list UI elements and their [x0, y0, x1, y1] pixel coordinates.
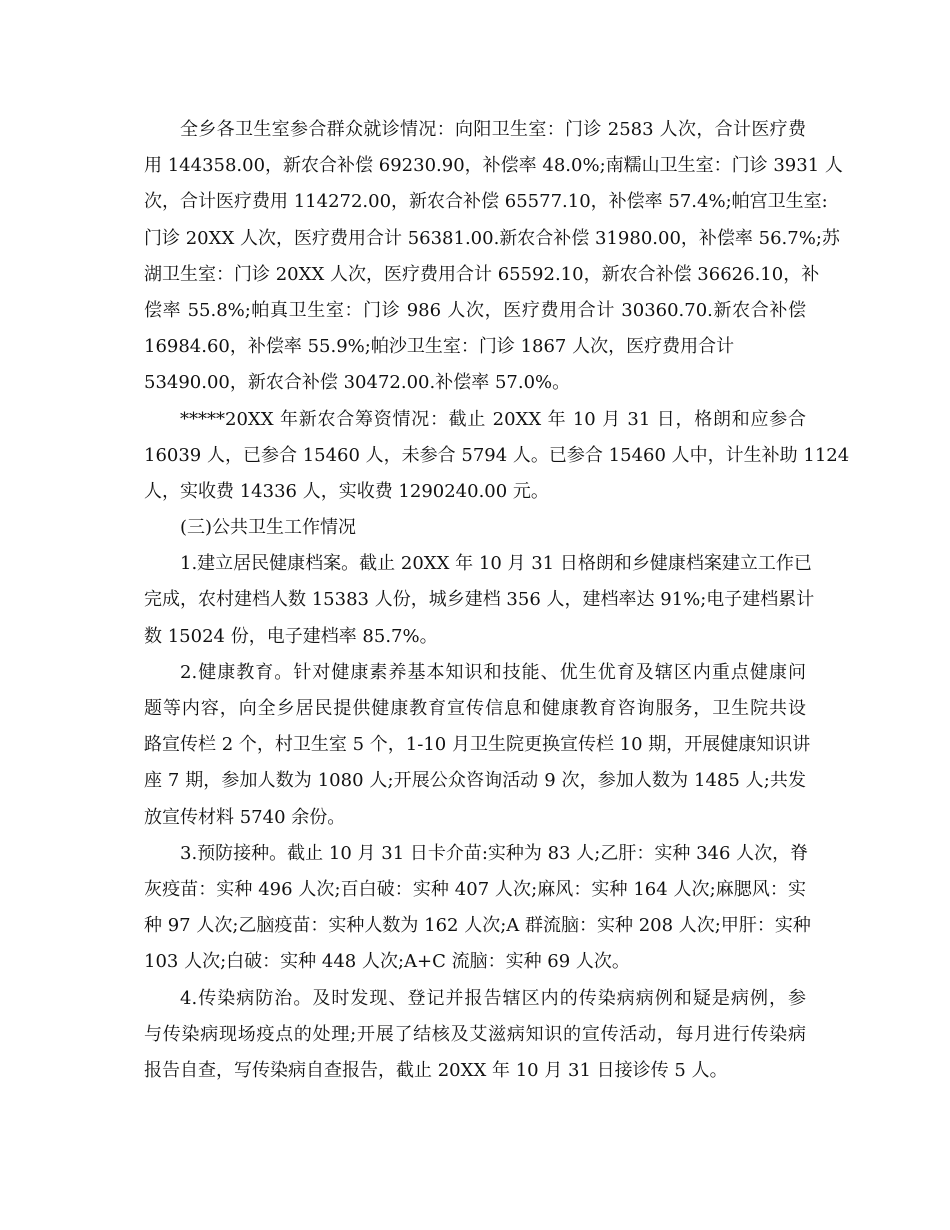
text-line: 全乡各卫生室参合群众就诊情况：向阳卫生室：门诊 2583 人次，合计医疗费 — [180, 119, 806, 140]
text-line: 座 7 期，参加人数为 1080 人;开展公众咨询活动 9 次，参加人数为 1485 人;共发 — [144, 770, 806, 792]
text-line: 用 144358.00，新农合补偿 69230.90，补偿率 48.0%;南糯山卫生室：门诊 3931 人 — [144, 155, 843, 177]
text-line: 完成，农村建档人数 15383 人份，城乡建档 356 人，建档率达 91%;电子建档累计 — [144, 589, 815, 611]
text-line: 2.健康教育。针对健康素养基本知识和技能、优生优育及辖区内重点健康问 — [180, 661, 806, 683]
text-line: 53490.00，新农合补偿 30472.00.补偿率 57.0%。 — [144, 372, 571, 394]
text-line: 4.传染病防治。及时发现、登记并报告辖区内的传染病病例和疑是病例，参 — [180, 987, 806, 1009]
text-line: 灰疫苗：实种 496 人次;百白破：实种 407 人次;麻风：实种 164 人次;麻腮风：实 — [144, 878, 806, 900]
text-line: 人，实收费 14336 人，实收费 1290240.00 元。 — [144, 480, 549, 502]
text-line: 次，合计医疗费用 114272.00，新农合补偿 65577.10，补偿率 57.4%;帕宫卫生室: — [144, 191, 828, 213]
text-line: 1.建立居民健康档案。截止 20XX 年 10 月 31 日格朗和乡健康档案建立工作已 — [180, 553, 812, 575]
text-line: *****20XX 年新农合筹资情况：截止 20XX 年 10 月 31 日，格朗和应参合 — [180, 408, 806, 430]
text-line: 数 15024 份，电子建档率 85.7%。 — [144, 625, 438, 647]
text-line: 湖卫生室：门诊 20XX 人次，医疗费用合计 65592.10，新农合补偿 36626.10，补 — [144, 263, 820, 285]
text-line: 路宣传栏 2 个，村卫生室 5 个，1-10 月卫生院更换宣传栏 10 期，开展健康知识讲 — [144, 734, 811, 756]
text-line: 与传染病现场疫点的处理;开展了结核及艾滋病知识的宣传活动，每月进行传染病 — [144, 1023, 806, 1045]
section-heading — [144, 510, 806, 546]
text-line: 偿率 55.8%;帕真卫生室：门诊 986 人次，医疗费用合计 30360.70.新农合补偿 — [144, 299, 806, 321]
text-line: 3.预防接种。截止 10 月 31 日卡介苗:实种为 83 人;乙肝：实种 346 人次，脊 — [180, 842, 809, 864]
text-line: 报告自查，写传染病自查报告，截止 20XX 年 10 月 31 日接诊传 5 人。 — [144, 1059, 728, 1081]
text-line: 103 人次;白破：实种 448 人次;A+C 流脑：实种 69 人次。 — [144, 951, 630, 973]
paragraph-health-education — [144, 655, 811, 836]
text-line: 16039 人，已参合 15460 人，未参合 5794 人。已参合 15460 人中，计生补助 1124 — [144, 444, 850, 466]
paragraph-infectious-disease — [144, 981, 806, 1090]
document-page — [144, 112, 850, 1089]
text-line: 16984.60，补偿率 55.9%;帕沙卫生室：门诊 1867 人次，医疗费用合计 — [144, 336, 735, 358]
paragraph-health-records — [144, 546, 815, 655]
paragraph-clinic-visits — [144, 112, 843, 402]
text-line: 种 97 人次;乙脑疫苗：实种人数为 162 人次;A 群流脑：实种 208 人次;甲肝：实种 — [144, 915, 811, 937]
paragraph-vaccination — [144, 836, 811, 981]
text-line: 放宣传材料 5740 余份。 — [144, 806, 346, 828]
text-line: 题等内容，向全乡居民提供健康教育宣传信息和健康教育咨询服务，卫生院共设 — [144, 698, 806, 719]
section-heading-text: (三)公共卫生工作情况 — [180, 517, 357, 539]
paragraph-fundraising — [144, 402, 850, 511]
text-line: 门诊 20XX 人次，医疗费用合计 56381.00.新农合补偿 31980.00，补偿率 56.7%;苏 — [144, 227, 840, 249]
